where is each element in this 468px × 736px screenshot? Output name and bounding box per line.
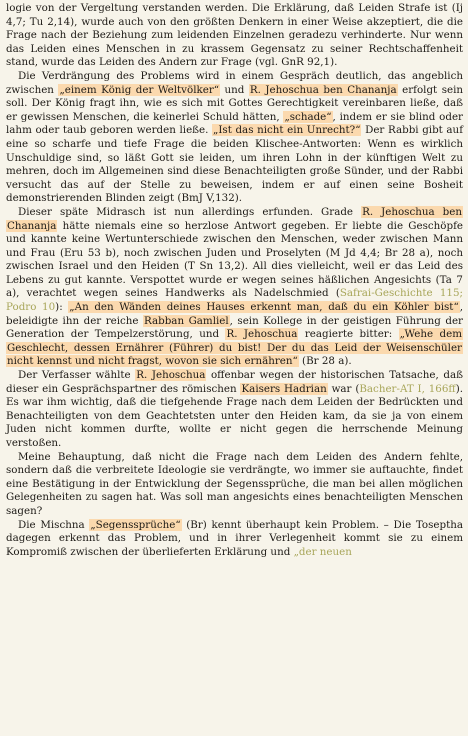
paragraph-2: [6, 70, 463, 206]
paragraph-1: [6, 2, 463, 70]
text-segment: (Br 28 a).: [298, 355, 352, 368]
paragraph-4: [6, 369, 463, 451]
highlight-segensspruche: „Segenssprüche“: [90, 518, 181, 531]
highlight-r-jehoschua-ben-chananja: R. Jehoschua ben Chananja: [249, 83, 397, 96]
reference-bacher: Bacher-AT I, 166ff: [359, 382, 456, 395]
text-segment: , beleidigte ihn der reiche: [6, 301, 463, 327]
text-segment: Dieser späte Midrasch ist nun allerdings erfunden. Grade: [18, 205, 362, 218]
text-segment: erfolgt sein soll. Der König fragt ihn, wie es sich mit Gottes Gerechtigkeit vereinbaren ließe, daß er gewissen Menschen, die keinerlei Schuld hätten,: [6, 83, 463, 123]
text-segment: Die Mischna: [18, 518, 90, 531]
text-segment: , sein Kollege in der geistigen Führung der Generation der Tempelzerstörung, und: [6, 314, 463, 341]
paragraph-3: [6, 206, 463, 369]
text-segment: offenbar wegen der historischen Tatsache, daß dieser ein Gesprächspartner des römischen: [6, 369, 463, 395]
highlight-kaisers-hadrian: Kaisers Hadrian: [241, 382, 327, 395]
text-segment: war (: [327, 382, 360, 395]
text-segment: (Br) kennt überhaupt kein Problem. – Die Toseptha dagegen erkennt das Problem, und in ihrer Verlegenheit kommt sie zu einem Kompromiß zwischen der überlieferten Erklärung und: [6, 518, 463, 558]
text-segment: und: [220, 83, 249, 96]
text-segment: ). Es war ihm wichtig, daß die tiefgehende Frage nach dem Leiden der Bedrückten und Benachteiligten von dem Geachtetsten unter den Heiden kam, da sie ja von einem Juden nicht kommen durfte, wollte er nicht gegen die herrschende Meinung verstoßen.: [6, 382, 463, 449]
text-segment: Die Verdrängung des Problems wird in einem Gespräch deutlich, das angeblich zwischen: [6, 69, 463, 96]
highlight-wehe-quote: „Wehe dem Geschlecht, dessen Ernährer (Führer) du bist! Der du das Leid der Weisenschüler nicht kennst und nicht fragst, wovon sie sich ernähren“: [7, 328, 462, 368]
highlight-r-jehoschua-ben-chananja: R. Jehoschua ben Chananja: [7, 205, 462, 232]
highlight-rabban-gamliel: Rabban Gamliel: [144, 314, 229, 327]
text-segment: logie von der Vergeltung verstanden werden. Die Erklärung, daß Leiden Strafe ist (Ij 4,7; Tu 2,14), wurde auch von den größten Denkern in einer Weise akzeptiert, die die Frage nach der Beziehung zum leidenden Einzelnen geradezu verhinderte. Nur wenn das Leiden eines Menschen in zu krassem Gegensatz zu seiner Rechtschaffenheit stand, wurde das Leiden des Andern zur Frage (vgl. GnR 92,1).: [6, 2, 463, 69]
text-segment: Meine Behauptung, daß nicht die Frage nach dem Leiden des Andern fehlte, sondern daß die verbreitete Ideologie sie verdrängte, wo immer sie auftauchte, findet eine Bestätigung in der Entwicklung der Segenssprüche, die man bei allen möglichen Gelegenheiten zu sagen hat. Was soll man angesichts eines benachteiligten Menschen sagen?: [6, 450, 463, 517]
highlight-king-of-nations: „einem König der Weltvölker“: [59, 83, 220, 96]
highlight-r-jehoschua: R. Jehoschua: [226, 328, 298, 341]
text-segment: Der Verfasser wählte: [18, 369, 136, 382]
highlight-walls-quote: „An den Wänden deines Hauses erkennt man, daß du ein Köhler bist“: [69, 301, 459, 314]
highlight-r-jehoschua: R. Jehoschua: [136, 369, 206, 382]
text-segment: hätte niemals eine so herzlose Antwort gegeben. Er liebte die Geschöpfe und kannte keine Wertunterschiede zwischen den Menschen, weder zwischen Mann und Frau (Eru 53 b), noch zwischen Juden und Proselyten (M Jd 4,4; Br 28 a), noch zwischen Israel und den Heiden (T Sn 13,2). All dies vielleicht, weil er das Leid des Lebens zu gut kannte. Verspottet wurde er wegen seines häßlichen Angesichts (Ta 7 a), verachtet wegen seines Handwerks als Nadelschmied (: [6, 219, 463, 300]
paragraph-6: [6, 519, 463, 560]
text-segment: ):: [55, 301, 69, 314]
paragraph-5: [6, 451, 463, 519]
highlight-schade: „schade“: [284, 110, 332, 123]
text-segment: , indem er sie blind oder lahm oder taub geboren werden ließe.: [6, 110, 463, 137]
reference-der-neuen: „der neuen: [293, 545, 352, 558]
text-segment: reagierte bitter:: [298, 328, 399, 341]
highlight-unrecht-question: „Ist das nicht ein Unrecht?“: [213, 124, 361, 137]
reference-safrai-podro: Safrai-Geschichte 115; Podro 10: [6, 287, 463, 314]
text-segment: Der Rabbi gibt auf eine so scharfe und tiefe Frage die beiden Klischee-Antworten: Wenn es wirklich Unschuldige sind, so läßt Gott sie leiden, um ihren Lohn in der künftigen Welt zu mehren, doch im Allgemeinen sind diese Benachteiligten große Sünder, und der Rabbi versucht das auf der Stelle zu beweisen, indem er auf einen seine Bosheit demonstrierenden Blinden zeigt (BmJ V,132).: [6, 124, 464, 205]
